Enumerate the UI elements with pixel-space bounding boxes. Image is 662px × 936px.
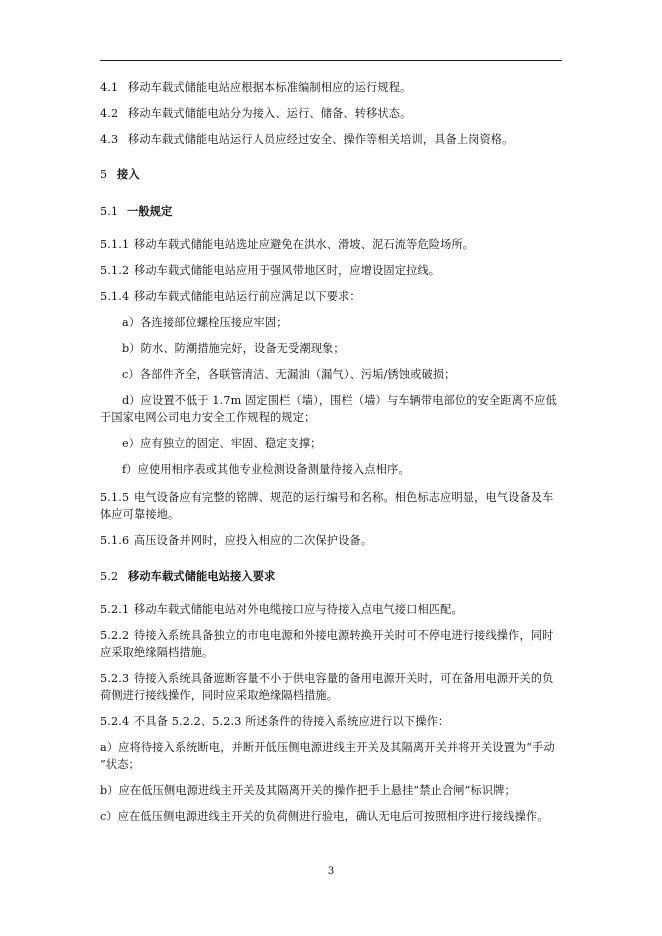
section-5-1-heading — [100, 203, 172, 220]
clause-number: 5.2.2 — [100, 629, 130, 642]
section-title: 移动车载式储能电站接入要求 — [128, 569, 276, 583]
operation-item-a: a）应将待接入系统断电，并断开低压侧电源进线主开关及其隔离开关并将开关设置为“手动 — [100, 741, 555, 754]
clause-5-2-2-continued: 应采取绝缘隔档措施。 — [100, 646, 214, 659]
clause-number: 5.1.1 — [100, 238, 130, 251]
clause-text: 移动车载式储能电站应用于强风带地区时，应增设固定拉线。 — [134, 264, 441, 277]
clause-text: 移动车载式储能电站对外电缆接口应与待接入点电气接口相匹配。 — [134, 603, 463, 616]
clause-text: 待接入系统具备遮断容量不小于供电容量的备用电源开关时，可在备用电源开关的负 — [134, 672, 554, 685]
clause-5-2-4 — [100, 714, 449, 730]
clause-text: 电气设备应有完整的铭牌、规范的运行编号和名称。相色标志应明显，电气设备及车 — [134, 491, 554, 504]
list-item-e: e）应有独立的固定、牢固、稳定支撑； — [122, 437, 322, 450]
section-title: 一般规定 — [127, 204, 173, 218]
operation-item-b: b）应在低压侧电源进线主开关及其隔离开关的操作把手上悬挂“禁止合闸”标识牌； — [100, 784, 516, 797]
clause-number: 5.1.5 — [100, 491, 130, 504]
clause-number: 5.2.4 — [100, 715, 130, 728]
clause-number: 4.1 — [100, 81, 119, 94]
clause-4-3 — [100, 132, 513, 148]
clause-number: 5.2.3 — [100, 672, 130, 685]
clause-number: 5.1.6 — [100, 534, 130, 547]
list-item-d-continued: 于国家电网公司电力安全工作规程的规定； — [100, 411, 316, 424]
clause-text: 移动车载式储能电站应根据本标准编制相应的运行规程。 — [128, 81, 412, 94]
clause-text: 不具备 5.2.2、5.2.3 所述条件的待接入系统应进行以下操作： — [134, 715, 450, 728]
header-rule — [100, 60, 562, 61]
clause-4-2 — [100, 106, 411, 122]
operation-item-c: c）应在低压侧电源进线主开关的负荷侧进行验电，确认无电后可按照相序进行接线操作。 — [100, 810, 549, 823]
clause-5-1-4 — [100, 289, 361, 305]
clause-text: 移动车载式储能电站运行人员应经过安全、操作等相关培训，具备上岗资格。 — [128, 133, 514, 146]
section-title: 接入 — [117, 167, 140, 181]
clause-text: 移动车载式储能电站运行前应满足以下要求： — [134, 290, 361, 303]
clause-5-2-3-continued: 荷侧进行接线操作，同时应采取绝缘隔档措施。 — [100, 689, 339, 702]
list-item-d: d）应设置不低于 1.7m 固定围栏（墙），围栏（墙）与车辆带电部位的安全距离不应低 — [122, 394, 557, 407]
clause-5-1-5 — [100, 490, 554, 506]
section-number: 5 — [100, 168, 108, 181]
clause-number: 4.2 — [100, 107, 119, 120]
list-item-a: a）各连接部位螺栓压接应牢固； — [122, 316, 288, 329]
list-item-c: c）各部件齐全，各联管清洁、无漏油（漏气）、污垢/锈蚀或破损； — [122, 368, 456, 381]
clause-number: 5.2.1 — [100, 603, 130, 616]
section-5-heading — [100, 166, 140, 183]
clause-5-1-6 — [100, 533, 372, 549]
clause-5-1-2 — [100, 263, 440, 279]
clause-text: 高压设备并网时，应投入相应的二次保护设备。 — [134, 534, 373, 547]
clause-number: 5.1.2 — [100, 264, 130, 277]
clause-number: 5.1.4 — [100, 290, 130, 303]
clause-5-2-1 — [100, 602, 463, 618]
list-item-b: b）防水、防潮措施完好，设备无受潮现象； — [122, 342, 345, 355]
page-number: 3 — [327, 866, 335, 877]
list-item-f: f）应使用相序表或其他专业检测设备测量待接入点相序。 — [122, 463, 410, 476]
clause-text: 移动车载式储能电站选址应避免在洪水、滑坡、泥石流等危险场所。 — [134, 238, 475, 251]
clause-4-1 — [100, 80, 411, 96]
clause-text: 待接入系统具备独立的市电电源和外接电源转换开关时可不停电进行接线操作，同时 — [134, 629, 554, 642]
operation-item-a-continued: ”状态； — [100, 758, 140, 771]
clause-5-1-5-continued: 体应可靠接地。 — [100, 508, 180, 521]
section-number: 5.2 — [100, 570, 119, 583]
clause-text: 移动车载式储能电站分为接入、运行、储备、转移状态。 — [128, 107, 412, 120]
section-number: 5.1 — [100, 205, 119, 218]
clause-5-1-1 — [100, 237, 474, 253]
clause-number: 4.3 — [100, 133, 119, 146]
section-5-2-heading — [100, 568, 275, 585]
clause-5-2-2 — [100, 628, 554, 644]
clause-5-2-3 — [100, 671, 554, 687]
